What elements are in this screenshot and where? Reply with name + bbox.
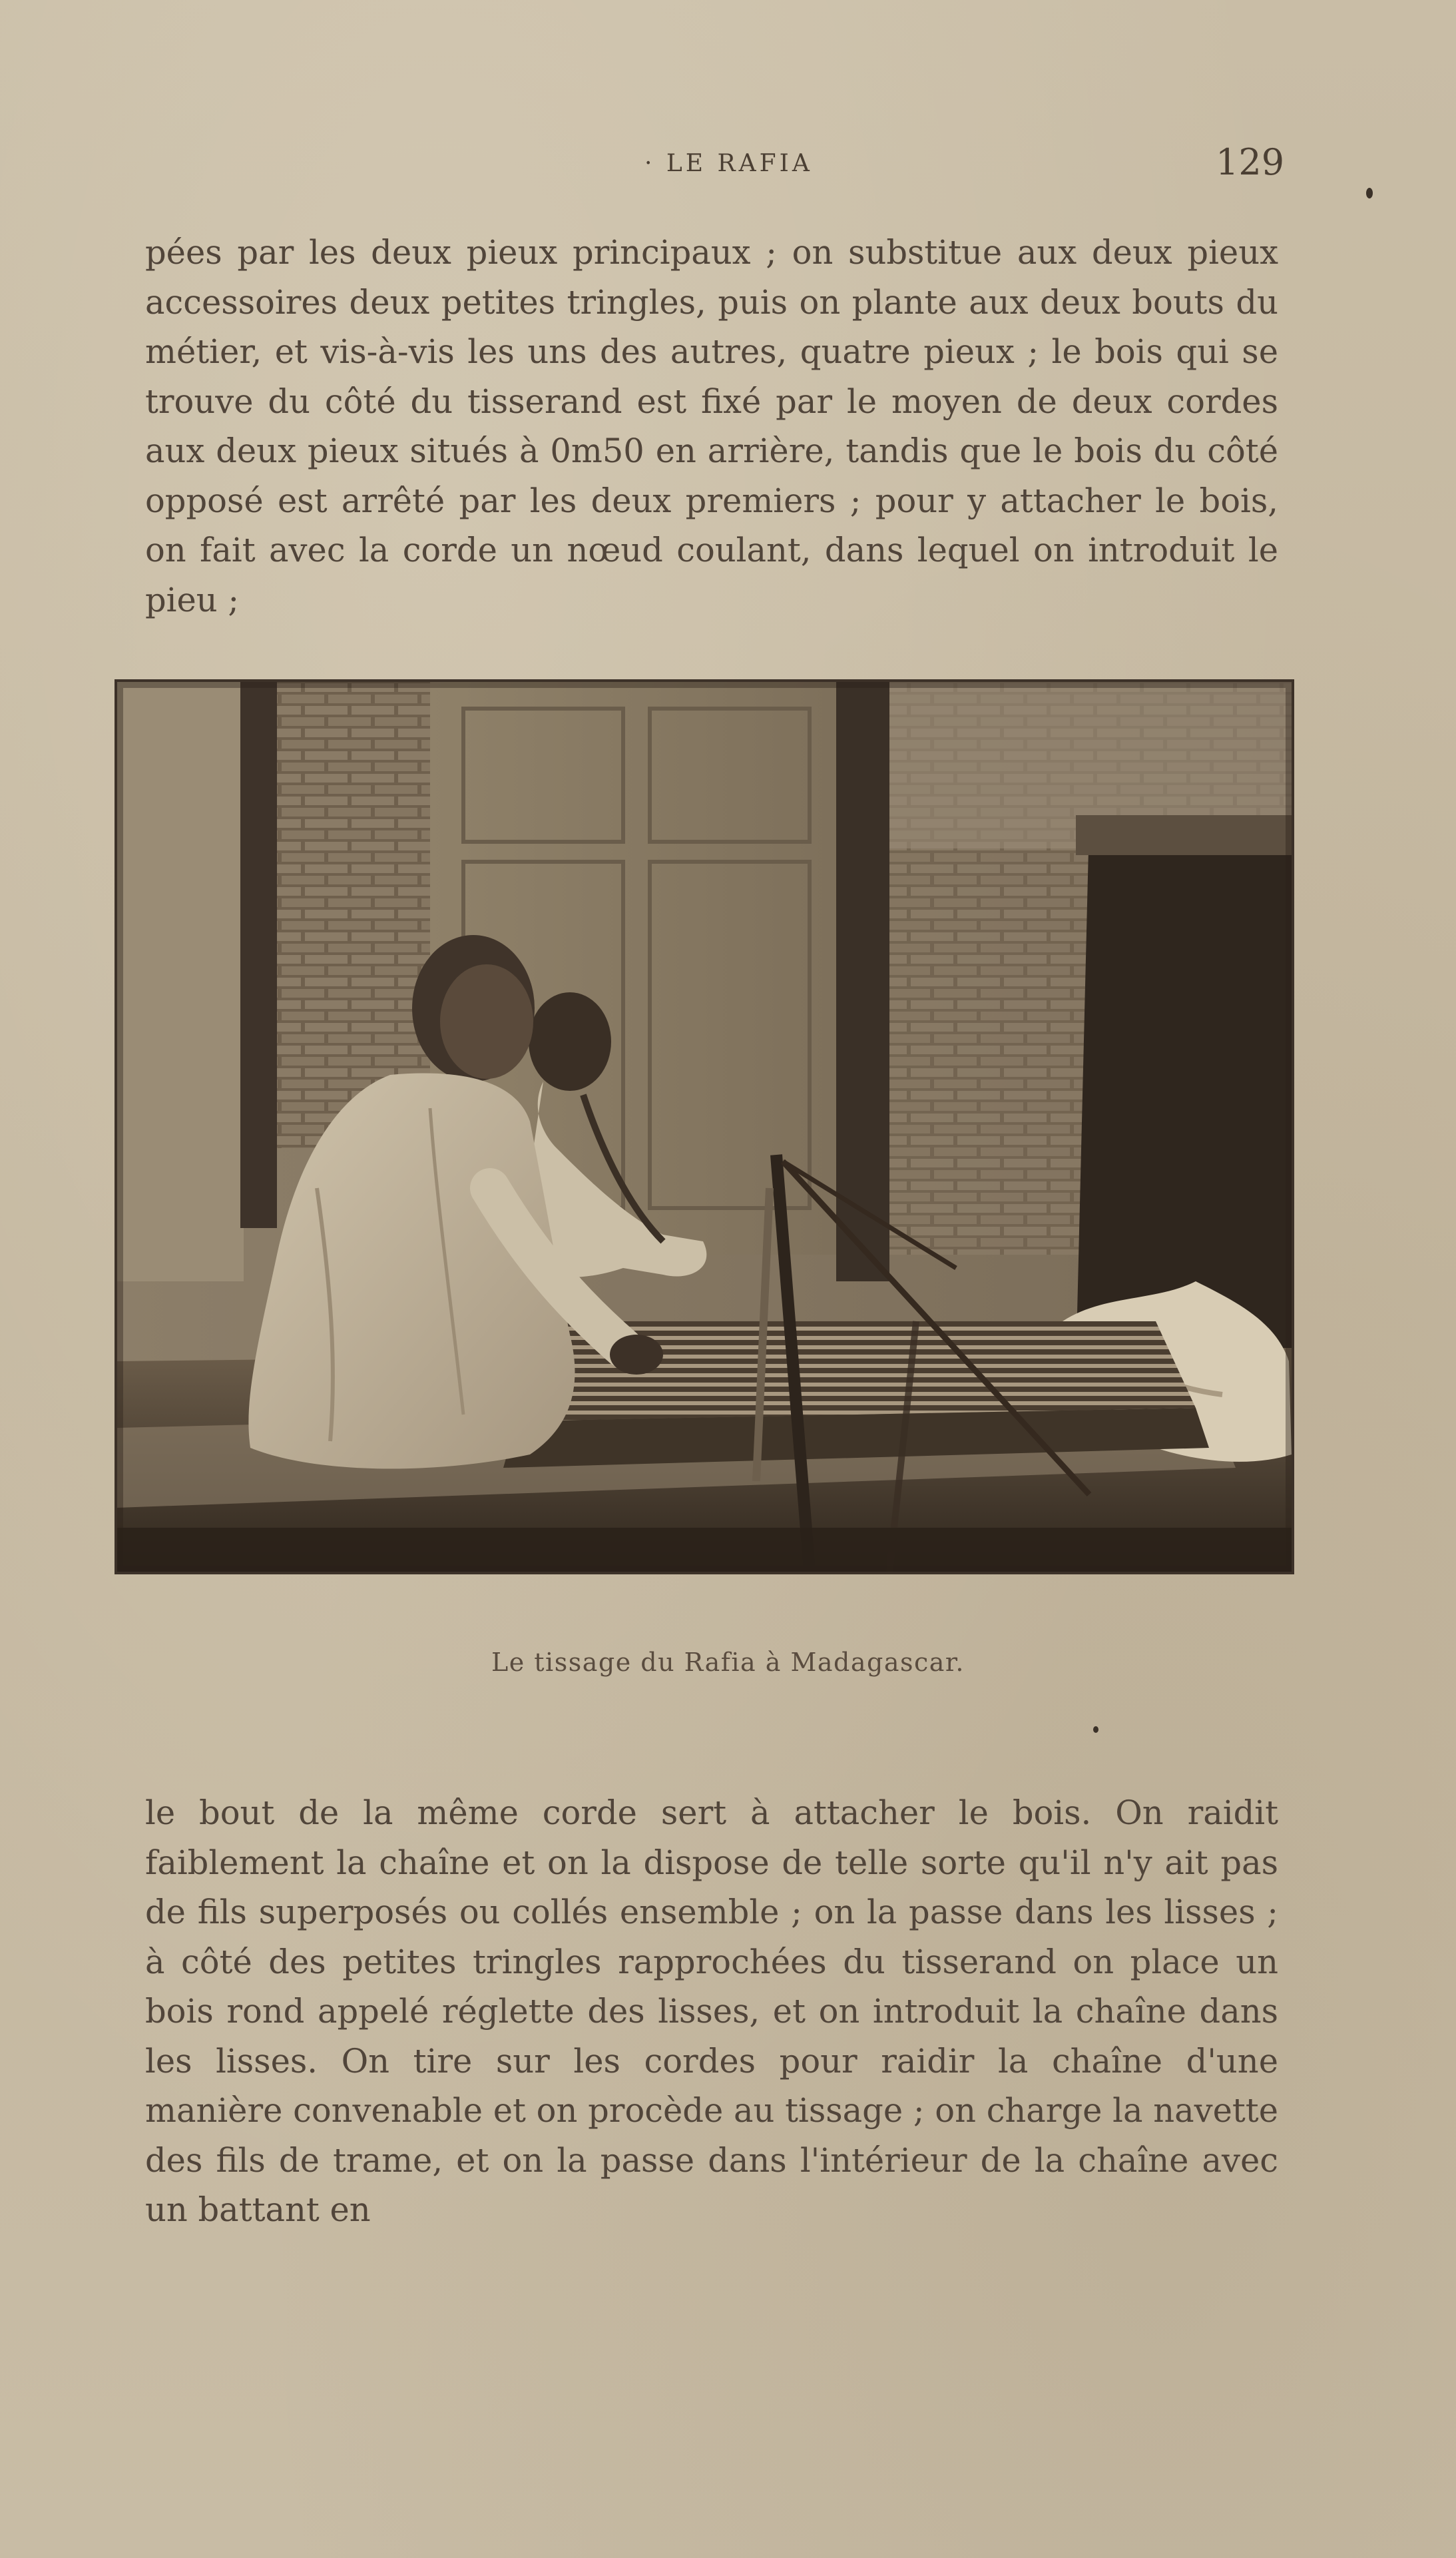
figure-caption: Le tissage du Rafia à Madagascar.: [491, 1648, 965, 1677]
weaving-photograph: [117, 682, 1292, 1572]
paragraph-bottom-text: le bout de la même corde sert à attacher le bois. On raidit faiblement la chaîne et on la dispose de telle sorte qu'il n'y ait pas de fils superposés ou collés ensemble ; on la passe dans les lisses ; à côté des petites tringles rapprochées du tisserand on place un bois rond appelé réglette des lisses, et on introduit la chaîne dans les lisses. On tire sur les cordes pour raidir la chaîne d'une manière convenable et on procède au tissage ; on charge la navette des fils de trame, et on la passe dans l'intérieur de la chaîne avec un battant en: [145, 1793, 1278, 2229]
paragraph-bottom: [145, 1788, 1278, 2235]
running-head: · LE RAFIA: [644, 150, 813, 177]
page-number: 129: [1216, 141, 1285, 183]
ink-speck: [1366, 188, 1373, 198]
photograph-plate: [115, 679, 1294, 1574]
ink-speck: [1093, 1726, 1098, 1733]
paragraph-top-text: pées par les deux pieux principaux ; on substitue aux deux pieux accessoires deux petites tringles, puis on plante aux deux bouts du métier, et vis-à-vis les uns des autres, quatre pieux ; le bois qui se trouve du côté du tisserand est fixé par le moyen de deux cordes aux deux pieux situés à 0m50 en arrière, tandis que le bois du côté opposé est arrêté par les deux premiers ; pour y attacher le bois, on fait avec la corde un nœud coulant, dans lequel on introduit le pieu ;: [145, 233, 1278, 619]
paragraph-top: [145, 228, 1278, 625]
